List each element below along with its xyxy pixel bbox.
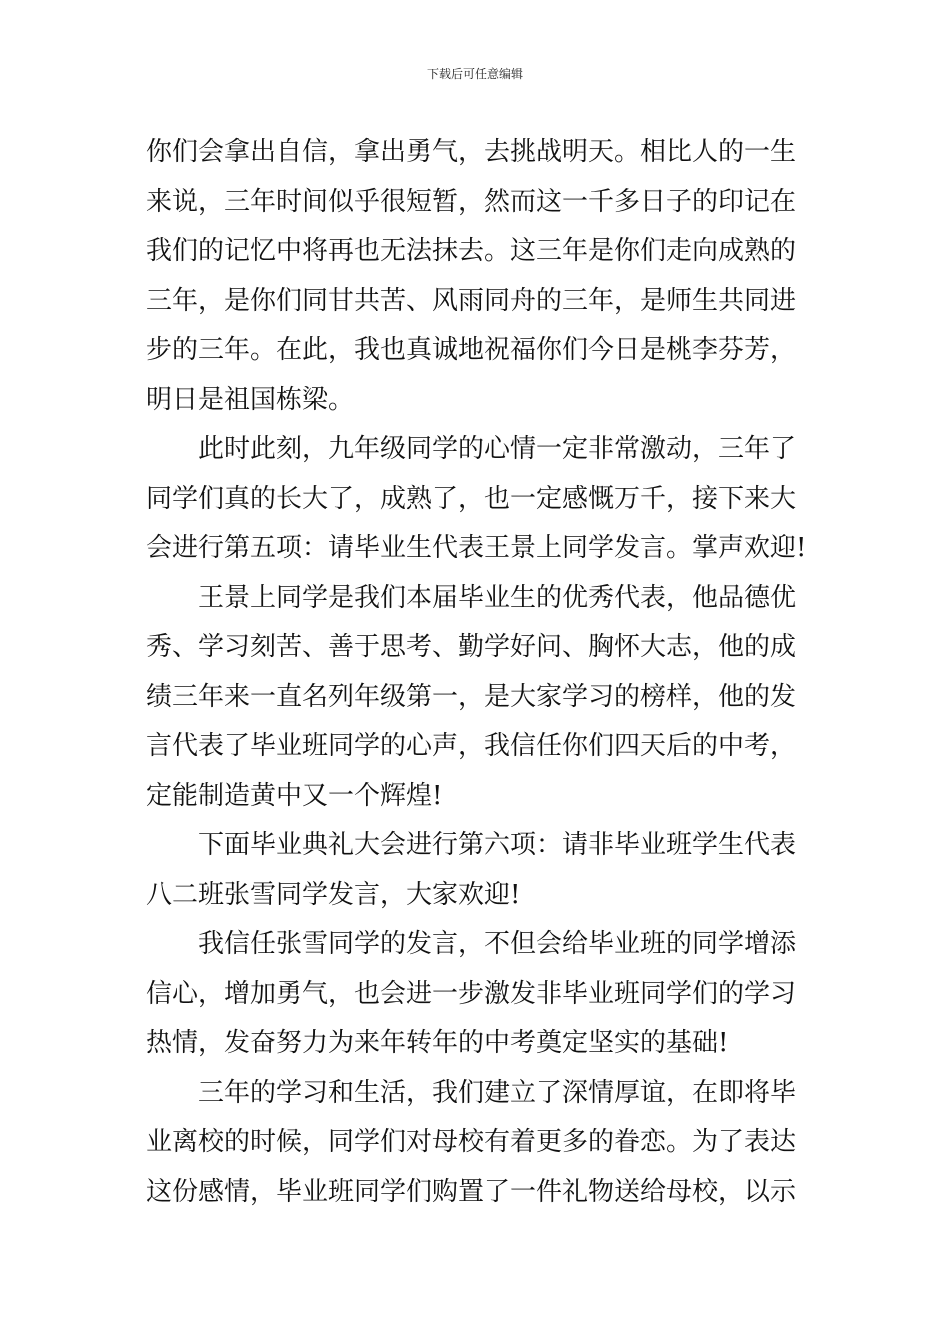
text-line: 热情，发奋努力为来年转年的中考奠定坚实的基础! [146,1028,729,1058]
text-line: 同学们真的长大了，成熟了，也一定感慨万千，接下来大 [146,483,797,514]
text-line: 这份感情，毕业班同学们购置了一件礼物送给母校，以示 [146,1176,797,1207]
text-line: 三年，是你们同甘共苦、风雨同舟的三年，是师生共同进 [146,285,797,316]
paragraph-1 [146,128,806,425]
text-line: 三年的学习和生活，我们建立了深情厚谊，在即将毕 [198,1077,797,1108]
text-line: 我们的记忆中将再也无法抹去。这三年是你们走向成熟的 [146,236,797,266]
text-line: 我信任张雪同学的发言，不但会给毕业班的同学增添 [198,929,797,959]
text-line: 八二班张雪同学发言，大家欢迎! [146,879,521,910]
text-line: 下面毕业典礼大会进行第六项：请非毕业班学生代表 [198,830,797,860]
text-line: 绩三年来一直名列年级第一，是大家学习的榜样，他的发 [146,681,797,712]
document-body [146,128,806,1217]
paragraph-2 [146,425,806,574]
text-line: 明日是祖国栋梁。 [146,384,355,415]
paragraph-5 [146,920,806,1069]
text-line: 言代表了毕业班同学的心声，我信任你们四天后的中考， [146,731,797,761]
paragraph-6 [146,1069,806,1218]
text-line: 来说，三年时间似乎很短暂，然而这一千多日子的印记在 [146,186,797,217]
text-line: 你们会拿出自信，拿出勇气，去挑战明天。相比人的一生 [146,137,797,167]
paragraph-4 [146,821,806,920]
text-line: 定能制造黄中又一个辉煌! [146,780,443,811]
text-line: 王景上同学是我们本届毕业生的优秀代表，他品德优 [198,582,797,613]
text-line: 信心，增加勇气，也会进一步激发非毕业班同学们的学习 [146,978,797,1009]
text-line: 此时此刻，九年级同学的心情一定非常激动，三年了 [198,434,797,464]
text-line: 步的三年。在此，我也真诚地祝福你们今日是桃李芬芳， [146,335,797,365]
text-line: 秀、学习刻苦、善于思考、勤学好问、胸怀大志，他的成 [146,632,797,662]
paragraph-3 [146,574,806,822]
page-header: 下载后可任意编辑 [426,67,523,81]
text-line: 会进行第五项：请毕业生代表王景上同学发言。掌声欢迎! [146,533,807,563]
text-line: 业离校的时候，同学们对母校有着更多的眷恋。为了表达 [146,1127,797,1157]
